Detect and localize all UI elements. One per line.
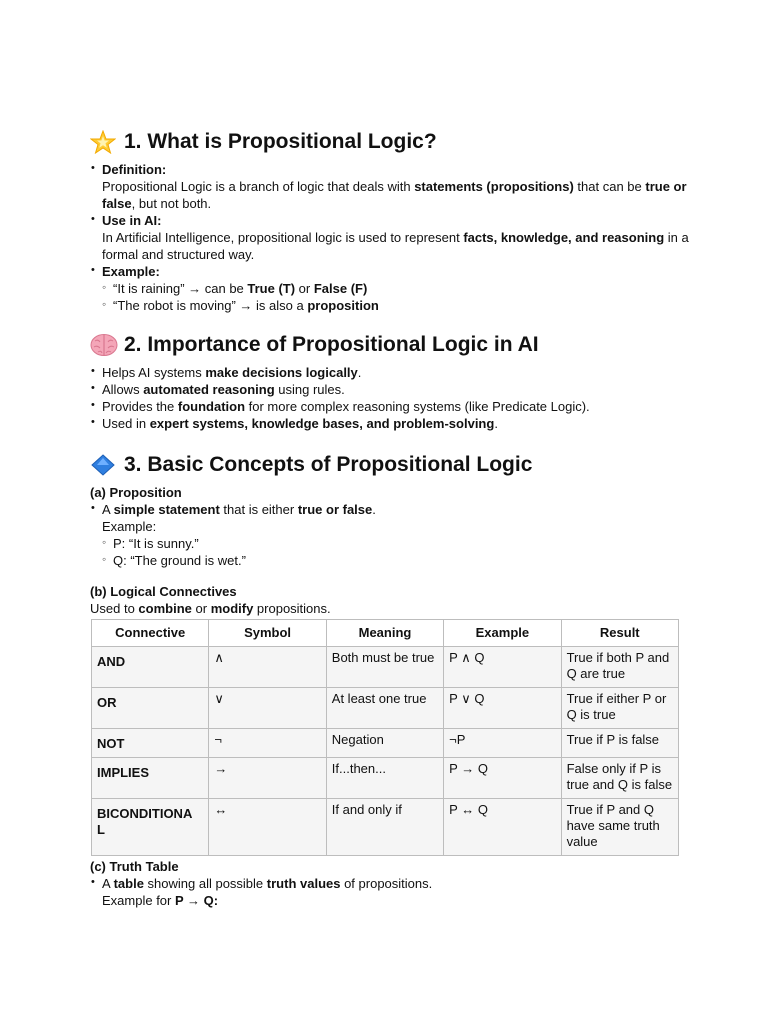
cell-symbol: ¬ <box>209 729 326 758</box>
cell-result: True if either P or Q is true <box>561 688 678 729</box>
subsection-b-title: (b) Logical Connectives <box>90 584 237 599</box>
definition-text: that can be <box>573 179 646 194</box>
cell-symbol: → <box>209 758 326 799</box>
item-text: . <box>357 365 362 380</box>
intro-text: or <box>191 601 211 616</box>
brain-icon <box>90 333 118 357</box>
use-text: in a formal and structured way. <box>102 230 689 262</box>
cell-example: P ∨ Q <box>444 688 561 729</box>
glowing-star-icon <box>90 130 118 154</box>
column-header: Meaning <box>326 620 443 647</box>
item-text: for more complex reasoning systems (like Predicate Logic). <box>245 399 590 414</box>
item-text: that is either <box>219 502 298 517</box>
example-text: “The robot is moving” → is also a <box>113 298 308 313</box>
example-text: “It is raining” → can be <box>113 281 248 296</box>
cell-example: P ↔ Q <box>444 799 561 856</box>
section-2-list <box>90 364 690 432</box>
item-text: . <box>494 416 498 431</box>
item-text: Helps AI systems <box>102 365 206 380</box>
item-text: A <box>102 876 114 891</box>
definition-label: Definition: <box>102 162 167 177</box>
subsection-c-title: (c) Truth Table <box>90 859 179 874</box>
item-text: Provides the <box>102 399 178 414</box>
cell-connective: NOT <box>92 729 209 758</box>
use-bold: facts, knowledge, and reasoning <box>463 230 665 245</box>
cell-meaning: At least one true <box>326 688 443 729</box>
table-row <box>92 729 679 758</box>
item-text: of propositions. <box>340 876 433 891</box>
cell-meaning: If and only if <box>326 799 443 856</box>
cell-result: True if P is false <box>561 729 678 758</box>
item-text: . <box>372 502 376 517</box>
use-in-ai-item <box>90 212 690 263</box>
item-text: showing all possible <box>143 876 267 891</box>
example-q: ◦ Q: “The ground is wet.” <box>102 552 690 569</box>
column-header: Symbol <box>209 620 326 647</box>
item-bold: table <box>113 876 144 891</box>
intro-text: propositions. <box>253 601 331 616</box>
blue-diamond-icon <box>90 453 118 477</box>
subsection-c-list <box>90 875 690 909</box>
table-header-row <box>92 620 679 647</box>
proposition-item <box>90 501 690 569</box>
use-label: Use in AI: <box>102 213 162 228</box>
cell-connective: AND <box>92 647 209 688</box>
cell-symbol: ↔ <box>209 799 326 856</box>
item-text: Allows <box>102 382 144 397</box>
item-bold: make decisions logically <box>205 365 358 380</box>
table-row <box>92 758 679 799</box>
cell-example: P ∧ Q <box>444 647 561 688</box>
table-row <box>92 688 679 729</box>
list-item <box>90 364 690 381</box>
cell-connective: BICONDITIONA L <box>92 799 209 856</box>
example-sublist <box>102 280 690 314</box>
example-bold: False (F) <box>313 281 368 296</box>
section-1-list <box>90 161 690 314</box>
item-text: using rules. <box>274 382 345 397</box>
section-1-heading <box>90 125 690 159</box>
cell-symbol: ∧ <box>209 647 326 688</box>
example-colon: : <box>213 893 219 908</box>
item-text: A <box>102 502 114 517</box>
example-label: Example: <box>102 519 157 534</box>
example-raining <box>102 280 690 297</box>
cell-meaning: Both must be true <box>326 647 443 688</box>
item-bold: foundation <box>177 399 246 414</box>
truth-table-item <box>90 875 690 909</box>
column-header: Result <box>561 620 678 647</box>
use-text: In Artificial Intelligence, propositional logic is used to represent <box>102 230 464 245</box>
document-page <box>90 125 690 909</box>
cell-connective: OR <box>92 688 209 729</box>
list-item <box>90 415 690 432</box>
intro-bold: modify <box>210 601 254 616</box>
cell-connective: IMPLIES <box>92 758 209 799</box>
example-text: or <box>295 281 314 296</box>
example-bold: P → Q <box>174 893 214 908</box>
section-2-title: 2. Importance of Propositional Logic in AI <box>124 333 539 356</box>
subsection-a-list <box>90 501 690 569</box>
example-item <box>90 263 690 314</box>
section-1-title: 1. What is Propositional Logic? <box>124 130 437 153</box>
definition-text: Propositional Logic is a branch of logic that deals with <box>102 179 415 194</box>
cell-result: True if both P and Q are true <box>561 647 678 688</box>
example-bold: True (T) <box>247 281 296 296</box>
cell-result: True if P and Q have same truth value <box>561 799 678 856</box>
cell-result: False only if P is true and Q is false <box>561 758 678 799</box>
list-item <box>90 381 690 398</box>
subsection-a-title: (a) Proposition <box>90 485 182 500</box>
item-bold: simple statement <box>113 502 220 517</box>
table-row <box>92 647 679 688</box>
connectives-table <box>91 619 679 856</box>
connectives-intro <box>90 600 690 617</box>
cell-meaning: If...then... <box>326 758 443 799</box>
proposition-examples <box>102 535 690 569</box>
section-2-heading <box>90 328 690 362</box>
item-text: Used in <box>102 416 150 431</box>
example-text: Example for <box>102 893 175 908</box>
item-bold: expert systems, knowledge bases, and problem-solving <box>149 416 495 431</box>
cell-example: P → Q <box>444 758 561 799</box>
cell-symbol: ∨ <box>209 688 326 729</box>
section-3-heading <box>90 448 690 482</box>
column-header: Example <box>444 620 561 647</box>
intro-text: Used to <box>90 601 139 616</box>
section-3-title: 3. Basic Concepts of Propositional Logic <box>124 453 533 476</box>
example-robot <box>102 297 690 314</box>
definition-bold: true or false <box>102 179 687 211</box>
list-item <box>90 398 690 415</box>
item-bold: automated reasoning <box>143 382 275 397</box>
item-bold: truth values <box>266 876 341 891</box>
column-header: Connective <box>92 620 209 647</box>
definition-bold: statements (propositions) <box>414 179 574 194</box>
example-bold: proposition <box>307 298 379 313</box>
definition-item <box>90 161 690 212</box>
item-bold: true or false <box>297 502 373 517</box>
example-p: ◦ P: “It is sunny.” <box>102 535 690 552</box>
cell-example: ¬P <box>444 729 561 758</box>
example-label: Example: <box>102 264 160 279</box>
cell-meaning: Negation <box>326 729 443 758</box>
definition-text: , but not both. <box>131 196 212 211</box>
table-row <box>92 799 679 856</box>
intro-bold: combine <box>138 601 192 616</box>
